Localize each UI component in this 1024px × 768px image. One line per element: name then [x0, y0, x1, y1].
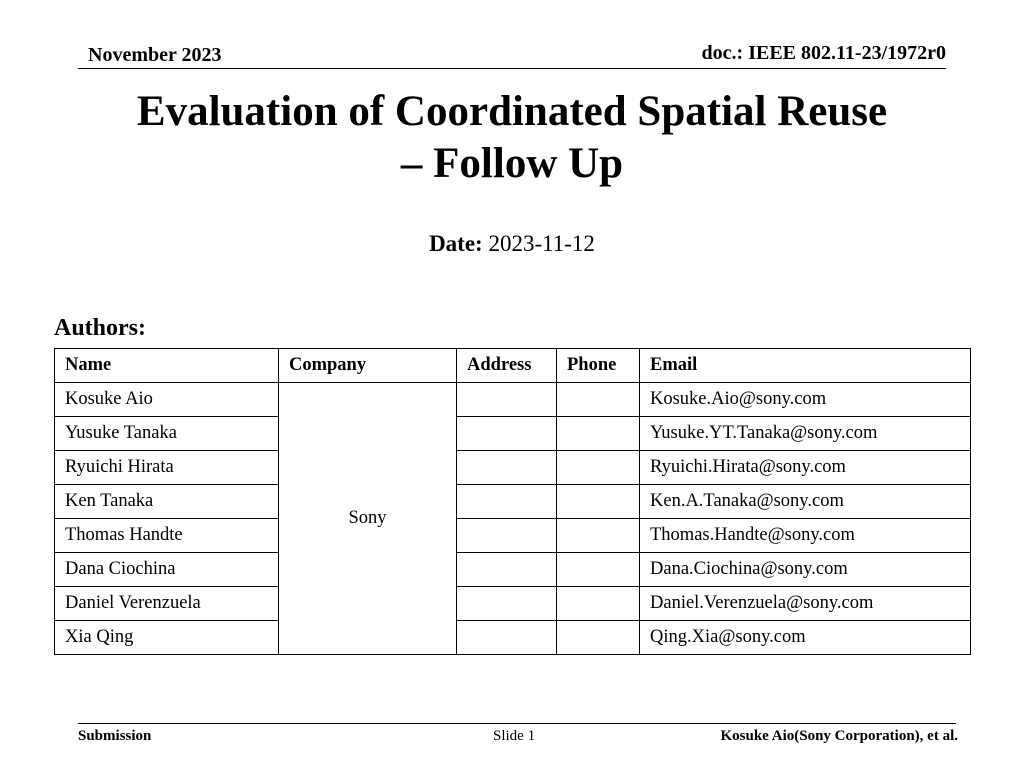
- header-doc-id: doc.: IEEE 802.11-23/1972r0: [701, 42, 946, 64]
- author-address: [457, 587, 557, 621]
- date-value: 2023-11-12: [488, 231, 595, 256]
- footer-divider: [78, 723, 956, 724]
- author-phone: [557, 417, 640, 451]
- footer-submission: Submission: [78, 728, 152, 744]
- column-header-phone: Phone: [557, 349, 640, 383]
- author-address: [457, 383, 557, 417]
- header-divider: [78, 68, 946, 69]
- slide-title-line-2: – Follow Up: [400, 140, 624, 187]
- table-row: [55, 621, 971, 655]
- author-name: Kosuke Aio: [55, 383, 279, 417]
- header-date: November 2023: [88, 44, 222, 66]
- author-address: [457, 485, 557, 519]
- author-address: [457, 451, 557, 485]
- footer-author: Kosuke Aio(Sony Corporation), et al.: [720, 728, 958, 744]
- author-phone: [557, 383, 640, 417]
- author-email: Thomas.Handte@sony.com: [640, 519, 971, 553]
- column-header-company: Company: [279, 349, 457, 383]
- column-header-email: Email: [640, 349, 971, 383]
- author-name: Daniel Verenzuela: [55, 587, 279, 621]
- author-phone: [557, 485, 640, 519]
- author-email: Ryuichi.Hirata@sony.com: [640, 451, 971, 485]
- table-row: [55, 553, 971, 587]
- author-name: Ryuichi Hirata: [55, 451, 279, 485]
- author-email: Dana.Ciochina@sony.com: [640, 553, 971, 587]
- column-header-address: Address: [457, 349, 557, 383]
- table-row: [55, 417, 971, 451]
- table-row: [55, 519, 971, 553]
- table-row: [55, 587, 971, 621]
- author-name: Thomas Handte: [55, 519, 279, 553]
- author-address: [457, 553, 557, 587]
- author-name: Ken Tanaka: [55, 485, 279, 519]
- author-address: [457, 417, 557, 451]
- footer-slide-number: Slide 1: [493, 728, 536, 744]
- column-header-name: Name: [55, 349, 279, 383]
- author-phone: [557, 451, 640, 485]
- author-email: Ken.A.Tanaka@sony.com: [640, 485, 971, 519]
- author-phone: [557, 553, 640, 587]
- table-header-row: [55, 349, 971, 383]
- slide-title: [0, 86, 1024, 190]
- date-line: [0, 231, 1024, 257]
- author-address: [457, 519, 557, 553]
- slide-title-line-1: Evaluation of Coordinated Spatial Reuse: [136, 88, 888, 135]
- author-email: Yusuke.YT.Tanaka@sony.com: [640, 417, 971, 451]
- author-name: Dana Ciochina: [55, 553, 279, 587]
- author-email: Kosuke.Aio@sony.com: [640, 383, 971, 417]
- author-email: Qing.Xia@sony.com: [640, 621, 971, 655]
- author-phone: [557, 621, 640, 655]
- author-phone: [557, 587, 640, 621]
- author-address: [457, 621, 557, 655]
- table-row: [55, 451, 971, 485]
- authors-heading: Authors:: [54, 315, 147, 341]
- table-row: [55, 485, 971, 519]
- authors-table: [54, 348, 971, 655]
- table-row: [55, 383, 971, 417]
- author-company: Sony: [279, 383, 457, 655]
- author-email: Daniel.Verenzuela@sony.com: [640, 587, 971, 621]
- author-name: Yusuke Tanaka: [55, 417, 279, 451]
- author-phone: [557, 519, 640, 553]
- author-name: Xia Qing: [55, 621, 279, 655]
- date-label: Date:: [429, 231, 483, 256]
